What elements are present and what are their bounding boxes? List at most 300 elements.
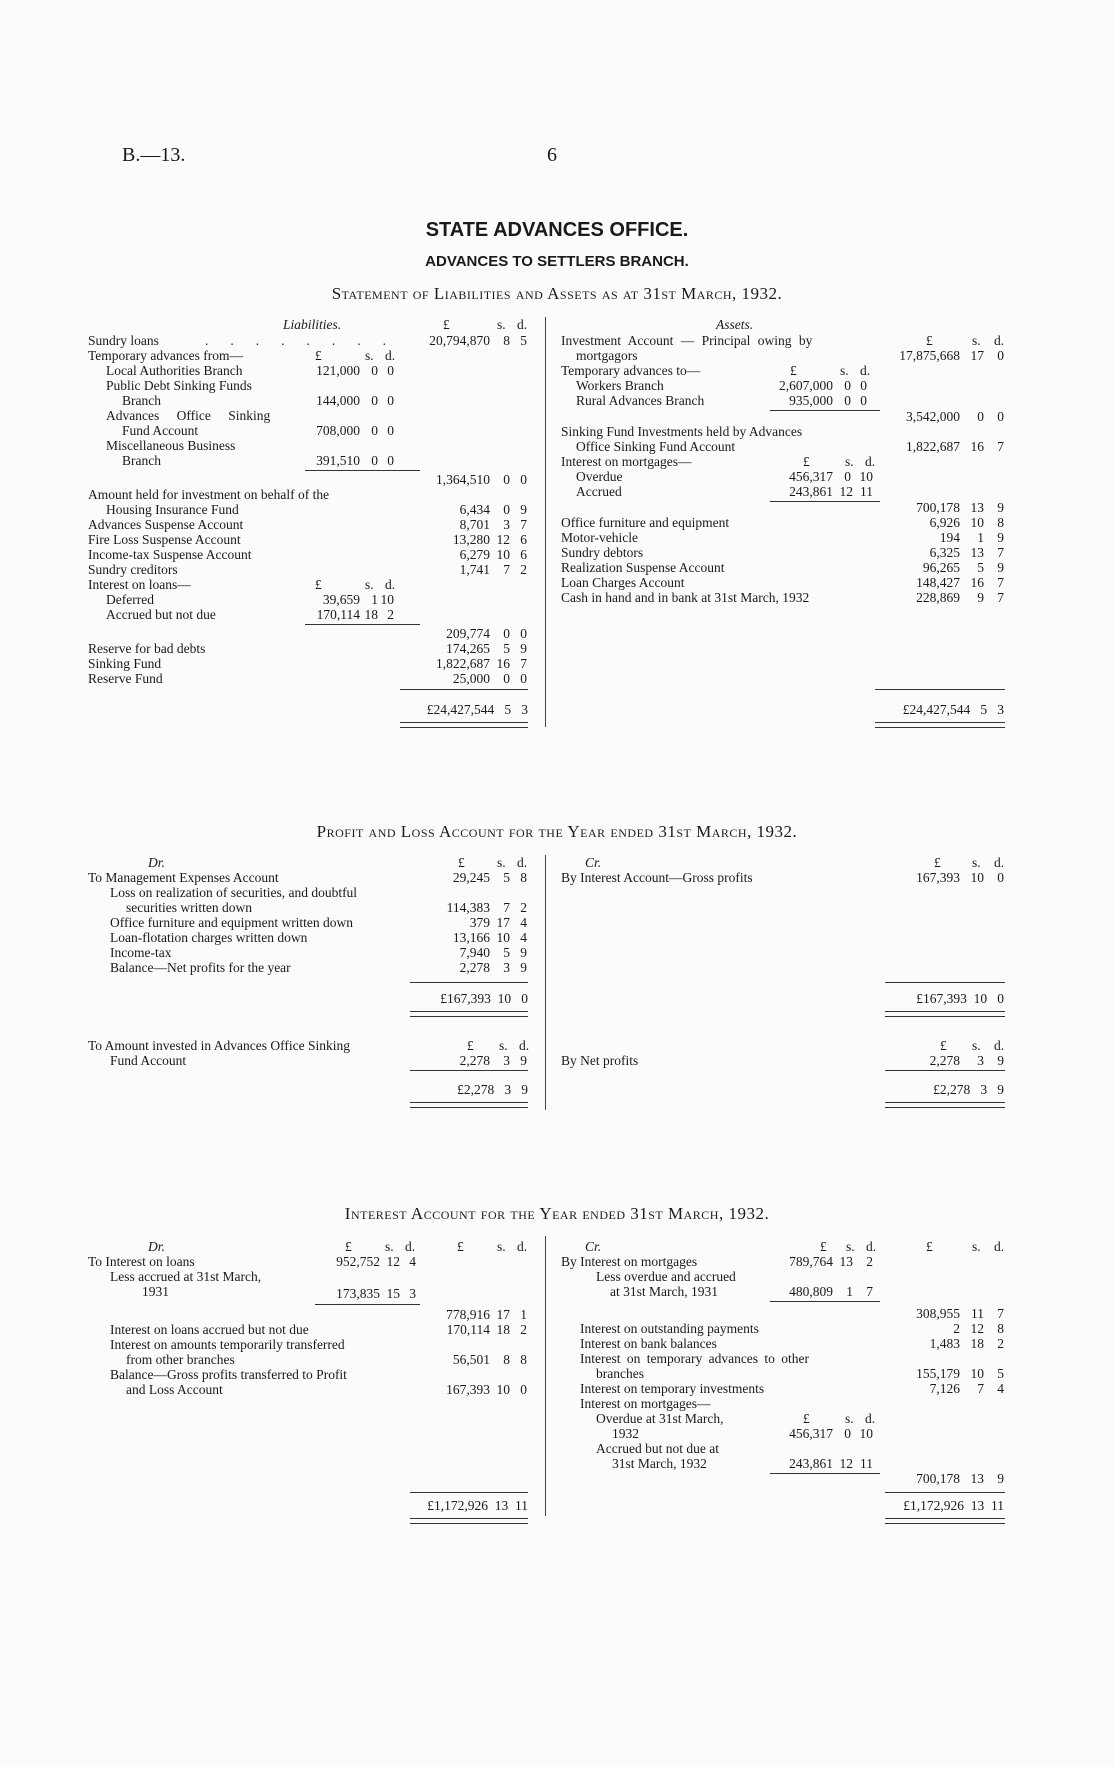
int-loans-total-s: 0	[503, 626, 510, 641]
local-auth-s: 0	[371, 363, 378, 378]
pl-loan-flot-s: 10	[496, 930, 510, 945]
cash-d: 7	[997, 590, 1004, 605]
pl-net-s: 3	[977, 1053, 984, 1068]
pl-loan-flot-label: Loan-flotation charges written down	[110, 930, 308, 945]
ia-cr-less-s: 1	[846, 1284, 853, 1299]
deferred-amount: 39,659	[322, 592, 360, 607]
subtotal-rule	[305, 624, 420, 625]
sundry-loans-amount: 20,794,870	[429, 333, 490, 348]
int-mort-total-d: 9	[997, 500, 1004, 515]
sundry-loans-s: 8	[503, 333, 510, 348]
ia-temp-inv-amount: 7,126	[929, 1381, 960, 1396]
reserve-d: 0	[520, 671, 527, 686]
sinking-amount: 1,822,687	[436, 656, 490, 671]
ia-mort-total-s: 13	[970, 1471, 984, 1486]
pl-balance-d: 9	[520, 960, 527, 975]
accrued-nd-amount: 170,114	[316, 607, 360, 622]
assets-heading: Assets.	[716, 317, 754, 332]
pl-sink-col-pound: £	[467, 1038, 474, 1053]
ia-dr-outer-d: d.	[517, 1239, 528, 1254]
pl-income-tax-d: 9	[520, 945, 527, 960]
profit-loss-title: Profit and Loss Account for the Year ended 31st March, 1932.	[316, 822, 798, 841]
ia-on-mort-label: Interest on mortgages—	[580, 1396, 711, 1411]
total-double-rule	[410, 1011, 528, 1017]
int-loans-col-d: d.	[385, 577, 396, 592]
ia-cr-less-d: 7	[866, 1284, 873, 1299]
public-debt-label-2: Branch	[122, 393, 161, 408]
held-s: 0	[503, 502, 510, 517]
ia-mort-label: By Interest on mortgages	[561, 1254, 698, 1269]
aosf-label-1: Advances Office Sinking	[106, 408, 271, 423]
temp-to-col-s: s.	[840, 363, 849, 378]
rural-label: Rural Advances Branch	[576, 393, 705, 408]
assets-col-pound: £	[926, 333, 933, 348]
inv-amount: 17,875,668	[899, 348, 960, 363]
pl-dr-total: £167,393 10 0	[440, 991, 528, 1006]
pl-loss-label-2: securities written down	[126, 900, 252, 915]
ia-cr-net-s: 11	[971, 1306, 984, 1321]
furniture-s: 10	[970, 515, 984, 530]
sundry-cred-amount: 1,741	[459, 562, 490, 577]
pl-sink-col-s: s.	[499, 1038, 508, 1053]
sundry-loans-d: 5	[520, 333, 527, 348]
loan-charges-s: 16	[970, 575, 984, 590]
pl-loan-flot-amount: 13,166	[452, 930, 490, 945]
ia-temp-label-1: Interest on temporary advances to other	[580, 1351, 810, 1366]
cash-s: 9	[977, 590, 984, 605]
local-auth-label: Local Authorities Branch	[106, 363, 243, 378]
ia-balance-label-2: and Loss Account	[126, 1382, 223, 1397]
ia-cr-net-amount: 308,955	[916, 1306, 960, 1321]
ia-overdue-label-2: 1932	[612, 1426, 639, 1441]
accrued-nd-d: 2	[387, 607, 394, 622]
ia-temp-inv-s: 7	[977, 1381, 984, 1396]
subtotal-rule	[770, 501, 880, 502]
fire-susp-amount: 13,280	[452, 532, 490, 547]
pl-net-col-s: s.	[972, 1038, 981, 1053]
pl-income-tax-label: Income-tax	[110, 945, 172, 960]
misc-label-1: Miscellaneous Business	[106, 438, 236, 453]
ia-cr-outer-d: d.	[994, 1239, 1005, 1254]
overdue-d: 10	[859, 469, 873, 484]
sinking-label: Sinking Fund	[88, 656, 162, 671]
misc-d: 0	[387, 453, 394, 468]
liab-col-s: s.	[497, 317, 506, 332]
ia-overdue-s: 0	[844, 1426, 851, 1441]
sf-inv-label-2: Office Sinking Fund Account	[576, 439, 736, 454]
pl-loss-amount: 114,383	[446, 900, 490, 915]
ia-accrued-nd-label-2: 31st March, 1932	[612, 1456, 707, 1471]
ia-bank-s: 18	[970, 1336, 984, 1351]
debtors-s: 13	[970, 545, 984, 560]
overdue-s: 0	[844, 469, 851, 484]
pl-mgmt-amount: 29,245	[452, 870, 490, 885]
adv-susp-label: Advances Suspense Account	[88, 517, 244, 532]
pl-furn-amount: 379	[469, 915, 490, 930]
pl-loan-flot-d: 4	[520, 930, 527, 945]
pl-mgmt-s: 5	[503, 870, 510, 885]
public-debt-label-1: Public Debt Sinking Funds	[106, 378, 252, 393]
pl-sink-amount: 2,278	[459, 1053, 490, 1068]
ia-accrued-d: 2	[520, 1322, 527, 1337]
pl-net-label: By Net profits	[561, 1053, 639, 1068]
subtotal-rule	[305, 470, 420, 471]
temp-to-col-pound: £	[790, 363, 797, 378]
tax-susp-s: 10	[496, 547, 510, 562]
pl-interest-amount: 167,393	[916, 870, 960, 885]
pl-balance-amount: 2,278	[459, 960, 490, 975]
subtotal-rule	[770, 1301, 880, 1302]
ia-accrued-label: Interest on loans accrued but not due	[110, 1322, 309, 1337]
int-loans-col-s: s.	[365, 577, 374, 592]
assets-total: £24,427,544 5 3	[902, 702, 1004, 717]
accrued-nd-label: Accrued but not due	[106, 607, 216, 622]
sundry-cred-d: 2	[520, 562, 527, 577]
ia-balance-amount: 167,393	[446, 1382, 490, 1397]
ia-less-s: 15	[386, 1286, 400, 1301]
rural-amount: 935,000	[789, 393, 833, 408]
held-label-2: Housing Insurance Fund	[106, 502, 239, 517]
loan-charges-amount: 148,427	[916, 575, 960, 590]
accrued-label: Accrued	[576, 484, 622, 499]
loan-charges-label: Loan Charges Account	[561, 575, 685, 590]
pl-sink-col-d: d.	[519, 1038, 530, 1053]
motor-s: 1	[977, 530, 984, 545]
workers-label: Workers Branch	[576, 378, 664, 393]
pl-interest-d: 0	[997, 870, 1004, 885]
temp-to-label: Temporary advances to—	[561, 363, 701, 378]
sf-inv-d: 7	[997, 439, 1004, 454]
aosf-label-2: Fund Account	[122, 423, 199, 438]
furniture-amount: 6,926	[929, 515, 960, 530]
debtors-label: Sundry debtors	[561, 545, 644, 560]
ia-loans-s: 12	[386, 1254, 400, 1269]
ia-overdue-label-1: Overdue at 31st March,	[596, 1411, 724, 1426]
inv-d: 0	[997, 348, 1004, 363]
ia-mort-total-d: 9	[997, 1471, 1004, 1486]
pl-balance-s: 3	[503, 960, 510, 975]
debtors-d: 7	[997, 545, 1004, 560]
accrued-d: 11	[860, 484, 873, 499]
ia-bank-amount: 1,483	[929, 1336, 960, 1351]
liab-col-d: d.	[517, 317, 528, 332]
balance-sheet-divider	[545, 317, 546, 727]
motor-amount: 194	[939, 530, 960, 545]
ia-cr-less-label-1: Less overdue and accrued	[596, 1269, 736, 1284]
adv-susp-amount: 8,701	[459, 517, 490, 532]
total-double-rule	[400, 722, 528, 728]
sundry-cred-s: 7	[503, 562, 510, 577]
temp-from-col-s: s.	[365, 348, 374, 363]
temp-from-col-d: d.	[385, 348, 396, 363]
workers-amount: 2,607,000	[779, 378, 833, 393]
ia-accrued-nd-label-1: Accrued but not due at	[596, 1441, 719, 1456]
local-auth-amount: 121,000	[316, 363, 360, 378]
fire-susp-label: Fire Loss Suspense Account	[88, 532, 241, 547]
ia-accrued-nd-s: 12	[839, 1456, 853, 1471]
pl-net-total: £2,278 3 9	[933, 1082, 1004, 1097]
ia-outstanding-d: 8	[997, 1321, 1004, 1336]
ia-temp-amount: 155,179	[916, 1366, 960, 1381]
int-loans-col-pound: £	[315, 577, 322, 592]
ia-balance-s: 10	[496, 1382, 510, 1397]
accrued-amount: 243,861	[789, 484, 833, 499]
ia-cr-inner-d: d.	[866, 1239, 877, 1254]
ia-cr-less-label-2: at 31st March, 1931	[610, 1284, 718, 1299]
ia-cr-label: Cr.	[585, 1239, 602, 1254]
workers-d: 0	[860, 378, 867, 393]
pl-net-col-d: d.	[994, 1038, 1005, 1053]
bad-debts-amount: 174,265	[446, 641, 490, 656]
total-double-rule	[885, 1102, 1005, 1108]
ia-cr-net-d: 7	[997, 1306, 1004, 1321]
int-mort-col-s: s.	[845, 454, 854, 469]
sinking-d: 7	[520, 656, 527, 671]
ia-transferred-s: 8	[503, 1352, 510, 1367]
pl-dr-col-s: s.	[497, 855, 506, 870]
loan-charges-d: 7	[997, 575, 1004, 590]
total-double-rule	[885, 1518, 1005, 1524]
pl-income-tax-s: 5	[503, 945, 510, 960]
liabilities-total: £24,427,544 5 3	[426, 702, 528, 717]
total-rule	[875, 689, 1005, 690]
ia-net-d: 1	[520, 1307, 527, 1322]
bad-debts-s: 5	[503, 641, 510, 656]
motor-label: Motor-vehicle	[561, 530, 638, 545]
pl-furn-d: 4	[520, 915, 527, 930]
bad-debts-label: Reserve for bad debts	[88, 641, 206, 656]
motor-d: 9	[997, 530, 1004, 545]
aosf-s: 0	[371, 423, 378, 438]
pl-cr-col-s: s.	[972, 855, 981, 870]
int-loans-total-d: 0	[520, 626, 527, 641]
temp-from-total-amount: 1,364,510	[436, 472, 490, 487]
total-double-rule	[875, 722, 1005, 728]
office-title: STATE ADVANCES OFFICE.	[425, 219, 689, 241]
held-label-1: Amount held for investment on behalf of the	[88, 487, 330, 502]
int-loans-label: Interest on loans—	[88, 577, 191, 592]
temp-to-total-amount: 3,542,000	[906, 409, 960, 424]
pl-cr-col-pound: £	[934, 855, 941, 870]
ia-dr-inner-pound: £	[345, 1239, 352, 1254]
total-rule	[410, 1492, 528, 1493]
subtotal-rule	[770, 1473, 880, 1474]
ia-balance-d: 0	[520, 1382, 527, 1397]
int-mort-col-d: d.	[865, 454, 876, 469]
realization-s: 5	[977, 560, 984, 575]
reserve-label: Reserve Fund	[88, 671, 163, 686]
pl-dr-label: Dr.	[148, 855, 165, 870]
furniture-label: Office furniture and equipment	[561, 515, 730, 530]
pl-loss-d: 2	[520, 900, 527, 915]
ia-temp-d: 5	[997, 1366, 1004, 1381]
workers-s: 0	[844, 378, 851, 393]
subtotal-rule	[315, 1304, 420, 1305]
leader-dots: ........	[205, 333, 408, 348]
misc-label-2: Branch	[122, 453, 161, 468]
ia-outstanding-s: 12	[970, 1321, 984, 1336]
ia-dr-outer-s: s.	[497, 1239, 506, 1254]
ia-outstanding-label: Interest on outstanding payments	[580, 1321, 759, 1336]
realization-amount: 96,265	[922, 560, 960, 575]
pl-cr-col-d: d.	[994, 855, 1005, 870]
total-double-rule	[885, 1011, 1005, 1017]
ia-temp-inv-d: 4	[997, 1381, 1004, 1396]
ia-dr-inner-d: d.	[405, 1239, 416, 1254]
total-rule	[885, 1492, 1005, 1493]
misc-amount: 391,510	[316, 453, 360, 468]
pl-interest-s: 10	[970, 870, 984, 885]
accrued-s: 12	[839, 484, 853, 499]
pl-furn-s: 17	[496, 915, 510, 930]
cash-amount: 228,869	[916, 590, 960, 605]
rural-d: 0	[860, 393, 867, 408]
int-mort-label: Interest on mortgages—	[561, 454, 692, 469]
ia-net-s: 17	[496, 1307, 510, 1322]
tax-susp-label: Income-tax Suspense Account	[88, 547, 252, 562]
pl-sink-label-1: To Amount invested in Advances Office Sinking	[88, 1038, 351, 1053]
ia-transferred-label-2: from other branches	[126, 1352, 235, 1367]
ia-loans-label: To Interest on loans	[88, 1254, 195, 1269]
realization-label: Realization Suspense Account	[561, 560, 725, 575]
int-loans-total-amount: 209,774	[446, 626, 490, 641]
int-mort-total-s: 13	[970, 500, 984, 515]
public-debt-amount: 144,000	[316, 393, 360, 408]
realization-d: 9	[997, 560, 1004, 575]
ia-transferred-label-1: Interest on amounts temporarily transferred	[110, 1337, 345, 1352]
fire-susp-d: 6	[520, 532, 527, 547]
ia-accrued-nd-amount: 243,861	[789, 1456, 833, 1471]
pl-net-col-pound: £	[940, 1038, 947, 1053]
ia-less-label-2: 1931	[142, 1284, 169, 1299]
pl-mgmt-label: To Management Expenses Account	[88, 870, 279, 885]
inv-s: 17	[970, 348, 984, 363]
pl-net-d: 9	[997, 1053, 1004, 1068]
ia-mort-s: 13	[839, 1254, 853, 1269]
ia-on-mort-col-pound: £	[803, 1411, 810, 1426]
ia-dr-label: Dr.	[148, 1239, 165, 1254]
pl-sink-s: 3	[503, 1053, 510, 1068]
branch-title: ADVANCES TO SETTLERS BRANCH.	[425, 253, 689, 270]
ia-loans-d: 4	[409, 1254, 416, 1269]
ia-dr-outer-pound: £	[457, 1239, 464, 1254]
held-amount: 6,434	[459, 502, 490, 517]
int-mort-col-pound: £	[803, 454, 810, 469]
ia-balance-label-1: Balance—Gross profits transferred to Profit	[110, 1367, 347, 1382]
total-rule	[410, 982, 528, 983]
cash-label: Cash in hand and in bank at 31st March, 1932	[561, 590, 810, 605]
deferred-label: Deferred	[106, 592, 154, 607]
rural-s: 0	[844, 393, 851, 408]
fire-susp-s: 12	[496, 532, 510, 547]
pl-net-amount: 2,278	[929, 1053, 960, 1068]
furniture-d: 8	[997, 515, 1004, 530]
ia-transferred-amount: 56,501	[452, 1352, 490, 1367]
ia-cr-outer-pound: £	[926, 1239, 933, 1254]
subtotal-rule	[770, 410, 880, 411]
sf-inv-s: 16	[970, 439, 984, 454]
ia-cr-inner-s: s.	[846, 1239, 855, 1254]
pl-interest-label: By Interest Account—Gross profits	[561, 870, 753, 885]
pl-sink-total: £2,278 3 9	[457, 1082, 528, 1097]
pl-loss-label-1: Loss on realization of securities, and doubtful	[110, 885, 358, 900]
ia-less-amount: 173,835	[336, 1286, 380, 1301]
reserve-s: 0	[503, 671, 510, 686]
inv-label-1: Investment Account — Principal owing by	[561, 333, 813, 348]
ia-mort-total-amount: 700,178	[916, 1471, 960, 1486]
total-rule	[400, 689, 528, 690]
ia-less-label-1: Less accrued at 31st March,	[110, 1269, 262, 1284]
aosf-d: 0	[387, 423, 394, 438]
ia-cr-less-amount: 480,809	[789, 1284, 833, 1299]
overdue-amount: 456,317	[789, 469, 833, 484]
temp-to-col-d: d.	[860, 363, 871, 378]
statement-title: Statement of Liabilities and Assets as at 31st March, 1932.	[331, 284, 783, 303]
ia-cr-inner-pound: £	[820, 1239, 827, 1254]
total-double-rule	[410, 1518, 528, 1524]
assets-col-d: d.	[994, 333, 1005, 348]
pl-furn-label: Office furniture and equipment written down	[110, 915, 354, 930]
page-reference: B.—13.	[122, 144, 186, 166]
ia-overdue-amount: 456,317	[789, 1426, 833, 1441]
sundry-cred-label: Sundry creditors	[88, 562, 178, 577]
pl-sink-label-2: Fund Account	[110, 1053, 187, 1068]
pl-dr-col-pound: £	[458, 855, 465, 870]
sinking-s: 16	[496, 656, 510, 671]
ia-bank-label: Interest on bank balances	[580, 1336, 717, 1351]
ia-mort-amount: 789,764	[789, 1254, 833, 1269]
temp-from-label: Temporary advances from—	[88, 348, 243, 363]
inv-label-2: mortgagors	[576, 348, 638, 363]
temp-to-total-d: 0	[997, 409, 1004, 424]
tax-susp-amount: 6,279	[459, 547, 490, 562]
pl-income-tax-amount: 7,940	[459, 945, 490, 960]
ia-on-mort-col-d: d.	[865, 1411, 876, 1426]
ia-dr-inner-s: s.	[385, 1239, 394, 1254]
ia-cr-total: £1,172,926 13 11	[903, 1498, 1004, 1513]
misc-s: 0	[371, 453, 378, 468]
bad-debts-d: 9	[520, 641, 527, 656]
profit-loss-divider	[545, 855, 546, 1110]
pl-mgmt-d: 8	[520, 870, 527, 885]
pl-balance-label: Balance—Net profits for the year	[110, 960, 291, 975]
ia-loans-amount: 952,752	[336, 1254, 380, 1269]
overdue-label: Overdue	[576, 469, 623, 484]
public-debt-s: 0	[371, 393, 378, 408]
ia-temp-inv-label: Interest on temporary investments	[580, 1381, 765, 1396]
adv-susp-d: 7	[520, 517, 527, 532]
total-double-rule	[410, 1102, 528, 1108]
ia-less-d: 3	[409, 1286, 416, 1301]
temp-from-col-pound: £	[315, 348, 322, 363]
deferred-d: 10	[380, 592, 394, 607]
ia-overdue-d: 10	[859, 1426, 873, 1441]
temp-from-total-s: 0	[503, 472, 510, 487]
liab-col-pound: £	[443, 317, 450, 332]
ia-accrued-amount: 170,114	[446, 1322, 490, 1337]
temp-to-total-s: 0	[977, 409, 984, 424]
interest-account-title: Interest Account for the Year ended 31st March, 1932.	[344, 1204, 770, 1223]
local-auth-d: 0	[387, 363, 394, 378]
total-rule	[885, 1070, 1005, 1071]
pl-cr-label: Cr.	[585, 855, 602, 870]
sf-inv-amount: 1,822,687	[906, 439, 960, 454]
page-number: 6	[547, 144, 557, 166]
pl-sink-d: 9	[520, 1053, 527, 1068]
ia-transferred-d: 8	[520, 1352, 527, 1367]
adv-susp-s: 3	[503, 517, 510, 532]
ia-cr-outer-s: s.	[972, 1239, 981, 1254]
